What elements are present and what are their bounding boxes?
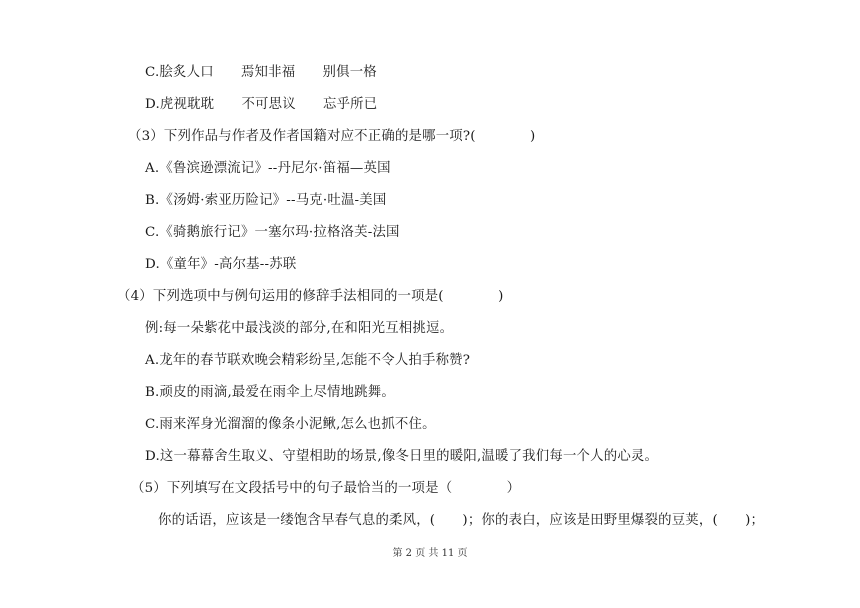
question-3-option-d: D.《童年》-高尔基--苏联: [145, 257, 297, 272]
question-4-option-b: B.顽皮的雨滴,最爱在雨伞上尽情地跳舞。: [145, 385, 395, 400]
question-3-option-b: B.《汤姆·索亚历险记》--马克·吐温-美国: [145, 193, 387, 208]
question-2-option-c: C.脍炙人口 焉知非福 别俱一格: [145, 65, 377, 80]
question-3-option-a: A.《鲁滨逊漂流记》--丹尼尔·笛福—英国: [145, 161, 391, 176]
question-5-stem: （5）下列填写在文段括号中的句子最恰当的一项是（ ）: [131, 481, 521, 496]
page-number-footer: 第 2 页 共 11 页: [392, 548, 468, 559]
question-5-passage: 你的话语，应该是一缕饱含早春气息的柔风，( )；你的表白，应该是田野里爆裂的豆荚，( )；: [158, 513, 765, 528]
question-4-option-c: C.雨来浑身光溜溜的像条小泥鳅,怎么也抓不住。: [145, 417, 436, 432]
question-4-example: 例:每一朵紫花中最浅淡的部分,在和阳光互相挑逗。: [145, 321, 454, 336]
question-4-option-d: D.这一幕幕舍生取义、守望相助的场景,像冬日里的暖阳,温暖了我们每一个人的心灵。: [145, 449, 659, 464]
question-3-stem: （3）下列作品与作者及作者国籍对应不正确的是哪一项?( ): [128, 129, 536, 144]
question-2-option-d: D.虎视耽耽 不可思议 忘乎所已: [145, 97, 378, 112]
question-3-option-c: C.《骑鹅旅行记》一塞尔玛·拉格洛芙-法国: [145, 225, 400, 240]
question-4-stem: （4）下列选项中与例句运用的修辞手法相同的一项是( ): [117, 289, 504, 304]
question-4-option-a: A.龙年的春节联欢晚会精彩纷呈,怎能不令人拍手称赞?: [145, 353, 471, 368]
